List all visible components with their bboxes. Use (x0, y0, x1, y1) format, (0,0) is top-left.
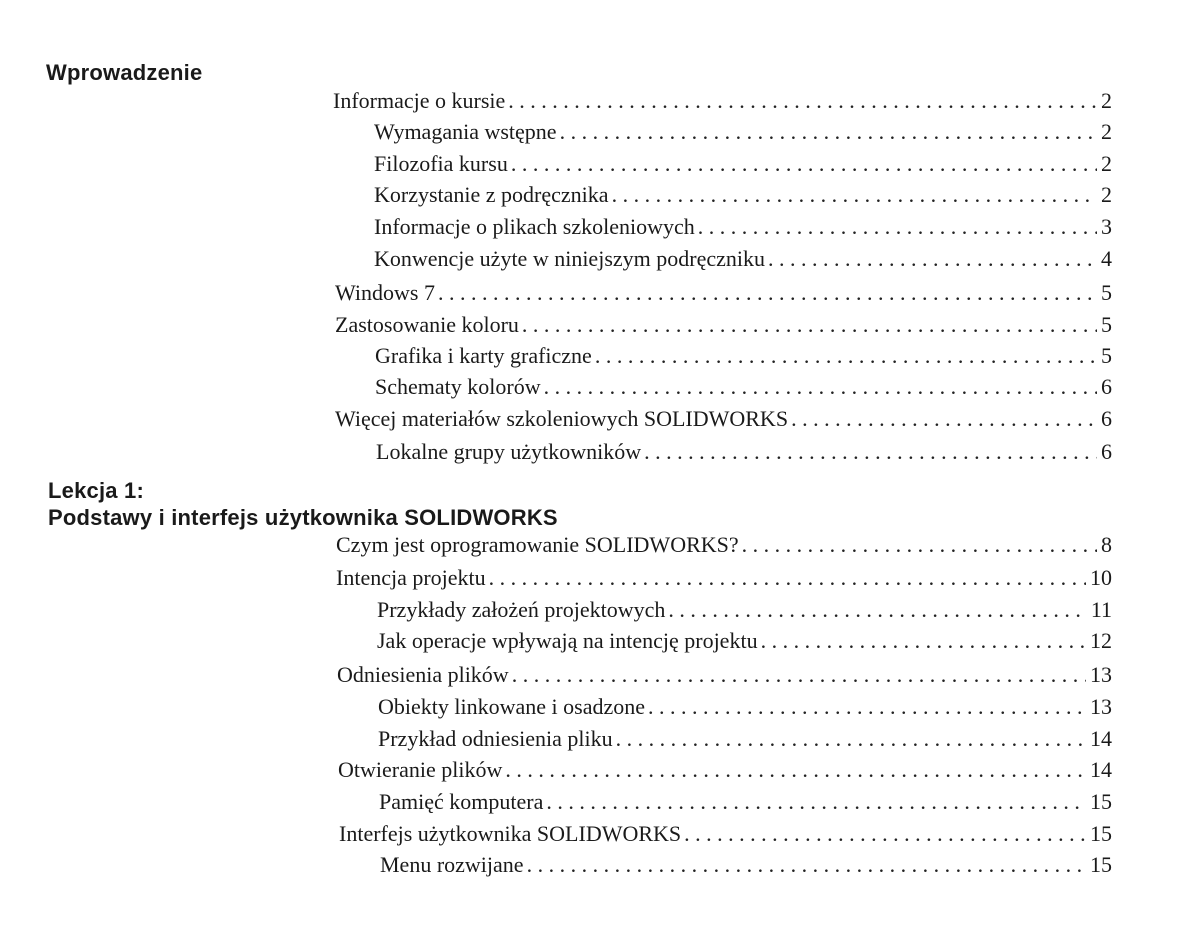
toc-entry[interactable] (374, 149, 1112, 179)
toc-page-number: 15 (1090, 789, 1112, 814)
toc-page-number: 10 (1090, 565, 1112, 590)
dot-leader (644, 437, 1097, 467)
toc-entry-label: Menu rozwijane (380, 852, 524, 877)
dot-leader (612, 180, 1097, 210)
section-heading-wprowadzenie: Wprowadzenie (46, 60, 203, 85)
toc-page-number: 3 (1101, 214, 1112, 239)
toc-page-number: 13 (1090, 662, 1112, 687)
toc-entry-label: Informacje o plikach szkoleniowych (374, 214, 695, 239)
toc-entry-label: Pamięć komputera (379, 789, 544, 814)
toc-entry[interactable] (338, 755, 1112, 785)
toc-page-number: 14 (1090, 726, 1112, 751)
toc-page-number: 14 (1090, 757, 1112, 782)
toc-entry-label: Otwieranie plików (338, 757, 503, 782)
dot-leader (668, 595, 1086, 625)
toc-entry-label: Korzystanie z podręcznika (374, 182, 609, 207)
dot-leader (791, 404, 1097, 434)
toc-entry-label: Zastosowanie koloru (335, 312, 519, 337)
lesson-number-heading: Lekcja 1: (48, 478, 144, 503)
toc-page-number: 6 (1101, 374, 1112, 399)
toc-entry[interactable] (378, 692, 1112, 722)
toc-entry-label: Informacje o kursie (333, 88, 506, 113)
dot-leader (761, 626, 1086, 656)
toc-entry-label: Lokalne grupy użytkowników (376, 439, 642, 464)
dot-leader (768, 244, 1097, 274)
toc-entry[interactable] (337, 660, 1112, 690)
dot-leader (544, 372, 1097, 402)
toc-page-number: 2 (1101, 182, 1112, 207)
dot-leader (438, 278, 1097, 308)
toc-entry[interactable] (376, 437, 1112, 467)
dot-leader (522, 310, 1097, 340)
toc-entry-label: Jak operacje wpływają na intencję projektu (377, 628, 758, 653)
dot-leader (505, 755, 1086, 785)
toc-entry[interactable] (335, 278, 1112, 308)
toc-page-number: 2 (1101, 151, 1112, 176)
toc-entry-label: Grafika i karty graficzne (375, 343, 592, 368)
toc-entry-label: Interfejs użytkownika SOLIDWORKS (339, 821, 682, 846)
toc-entry[interactable] (374, 117, 1112, 147)
dot-leader (546, 787, 1086, 817)
toc-page-number: 5 (1101, 312, 1112, 337)
toc-entry[interactable] (333, 86, 1112, 116)
toc-entry[interactable] (335, 404, 1112, 434)
toc-entry-label: Schematy kolorów (375, 374, 541, 399)
toc-entry-label: Przykłady założeń projektowych (377, 597, 666, 622)
dot-leader (512, 660, 1086, 690)
toc-entry-label: Intencja projektu (336, 565, 486, 590)
toc-entry-label: Czym jest oprogramowanie SOLIDWORKS? (336, 532, 739, 557)
toc-page-number: 5 (1101, 280, 1112, 305)
toc-entry[interactable] (336, 530, 1112, 560)
toc-entry[interactable] (375, 372, 1112, 402)
toc-entry[interactable] (378, 724, 1112, 754)
toc-page-number: 2 (1101, 88, 1112, 113)
toc-entry[interactable] (335, 310, 1112, 340)
toc-entry[interactable] (377, 595, 1112, 625)
toc-entry[interactable] (339, 819, 1112, 849)
toc-entry-label: Obiekty linkowane i osadzone (378, 694, 645, 719)
dot-leader (511, 149, 1097, 179)
toc-entry-label: Filozofia kursu (374, 151, 508, 176)
toc-entry[interactable] (374, 212, 1112, 242)
toc-entry[interactable] (374, 244, 1112, 274)
dot-leader (527, 850, 1086, 880)
lesson-title-heading: Podstawy i interfejs użytkownika SOLIDWORKS (48, 505, 558, 530)
dot-leader (489, 563, 1086, 593)
dot-leader (648, 692, 1086, 722)
toc-page-number: 5 (1101, 343, 1112, 368)
toc-entry-label: Wymagania wstępne (374, 119, 557, 144)
toc-entry-label: Windows 7 (335, 280, 435, 305)
toc-entry-label: Odniesienia plików (337, 662, 509, 687)
toc-page-number: 12 (1090, 628, 1112, 653)
toc-page-number: 2 (1101, 119, 1112, 144)
dot-leader (742, 530, 1097, 560)
toc-entry-label: Więcej materiałów szkoleniowych SOLIDWORKS (335, 406, 789, 431)
toc-entry[interactable] (336, 563, 1112, 593)
toc-page-number: 15 (1090, 852, 1112, 877)
dot-leader (684, 819, 1086, 849)
toc-entry[interactable] (374, 180, 1112, 210)
toc-page-number: 6 (1101, 439, 1112, 464)
dot-leader (595, 341, 1097, 371)
toc-page-number: 15 (1090, 821, 1112, 846)
toc-entry[interactable] (379, 787, 1112, 817)
toc-entry[interactable] (380, 850, 1112, 880)
toc-page-number: 6 (1101, 406, 1112, 431)
toc-entry[interactable] (375, 341, 1112, 371)
toc-page-number: 13 (1090, 694, 1112, 719)
toc-entry[interactable] (377, 626, 1112, 656)
toc-entry-label: Konwencje użyte w niniejszym podręczniku (374, 246, 765, 271)
dot-leader (698, 212, 1097, 242)
dot-leader (508, 86, 1097, 116)
dot-leader (560, 117, 1097, 147)
toc-page-number: 8 (1101, 532, 1112, 557)
dot-leader (616, 724, 1086, 754)
toc-page-number: 4 (1101, 246, 1112, 271)
toc-page-number: 11 (1090, 597, 1112, 622)
toc-entry-label: Przykład odniesienia pliku (378, 726, 613, 751)
